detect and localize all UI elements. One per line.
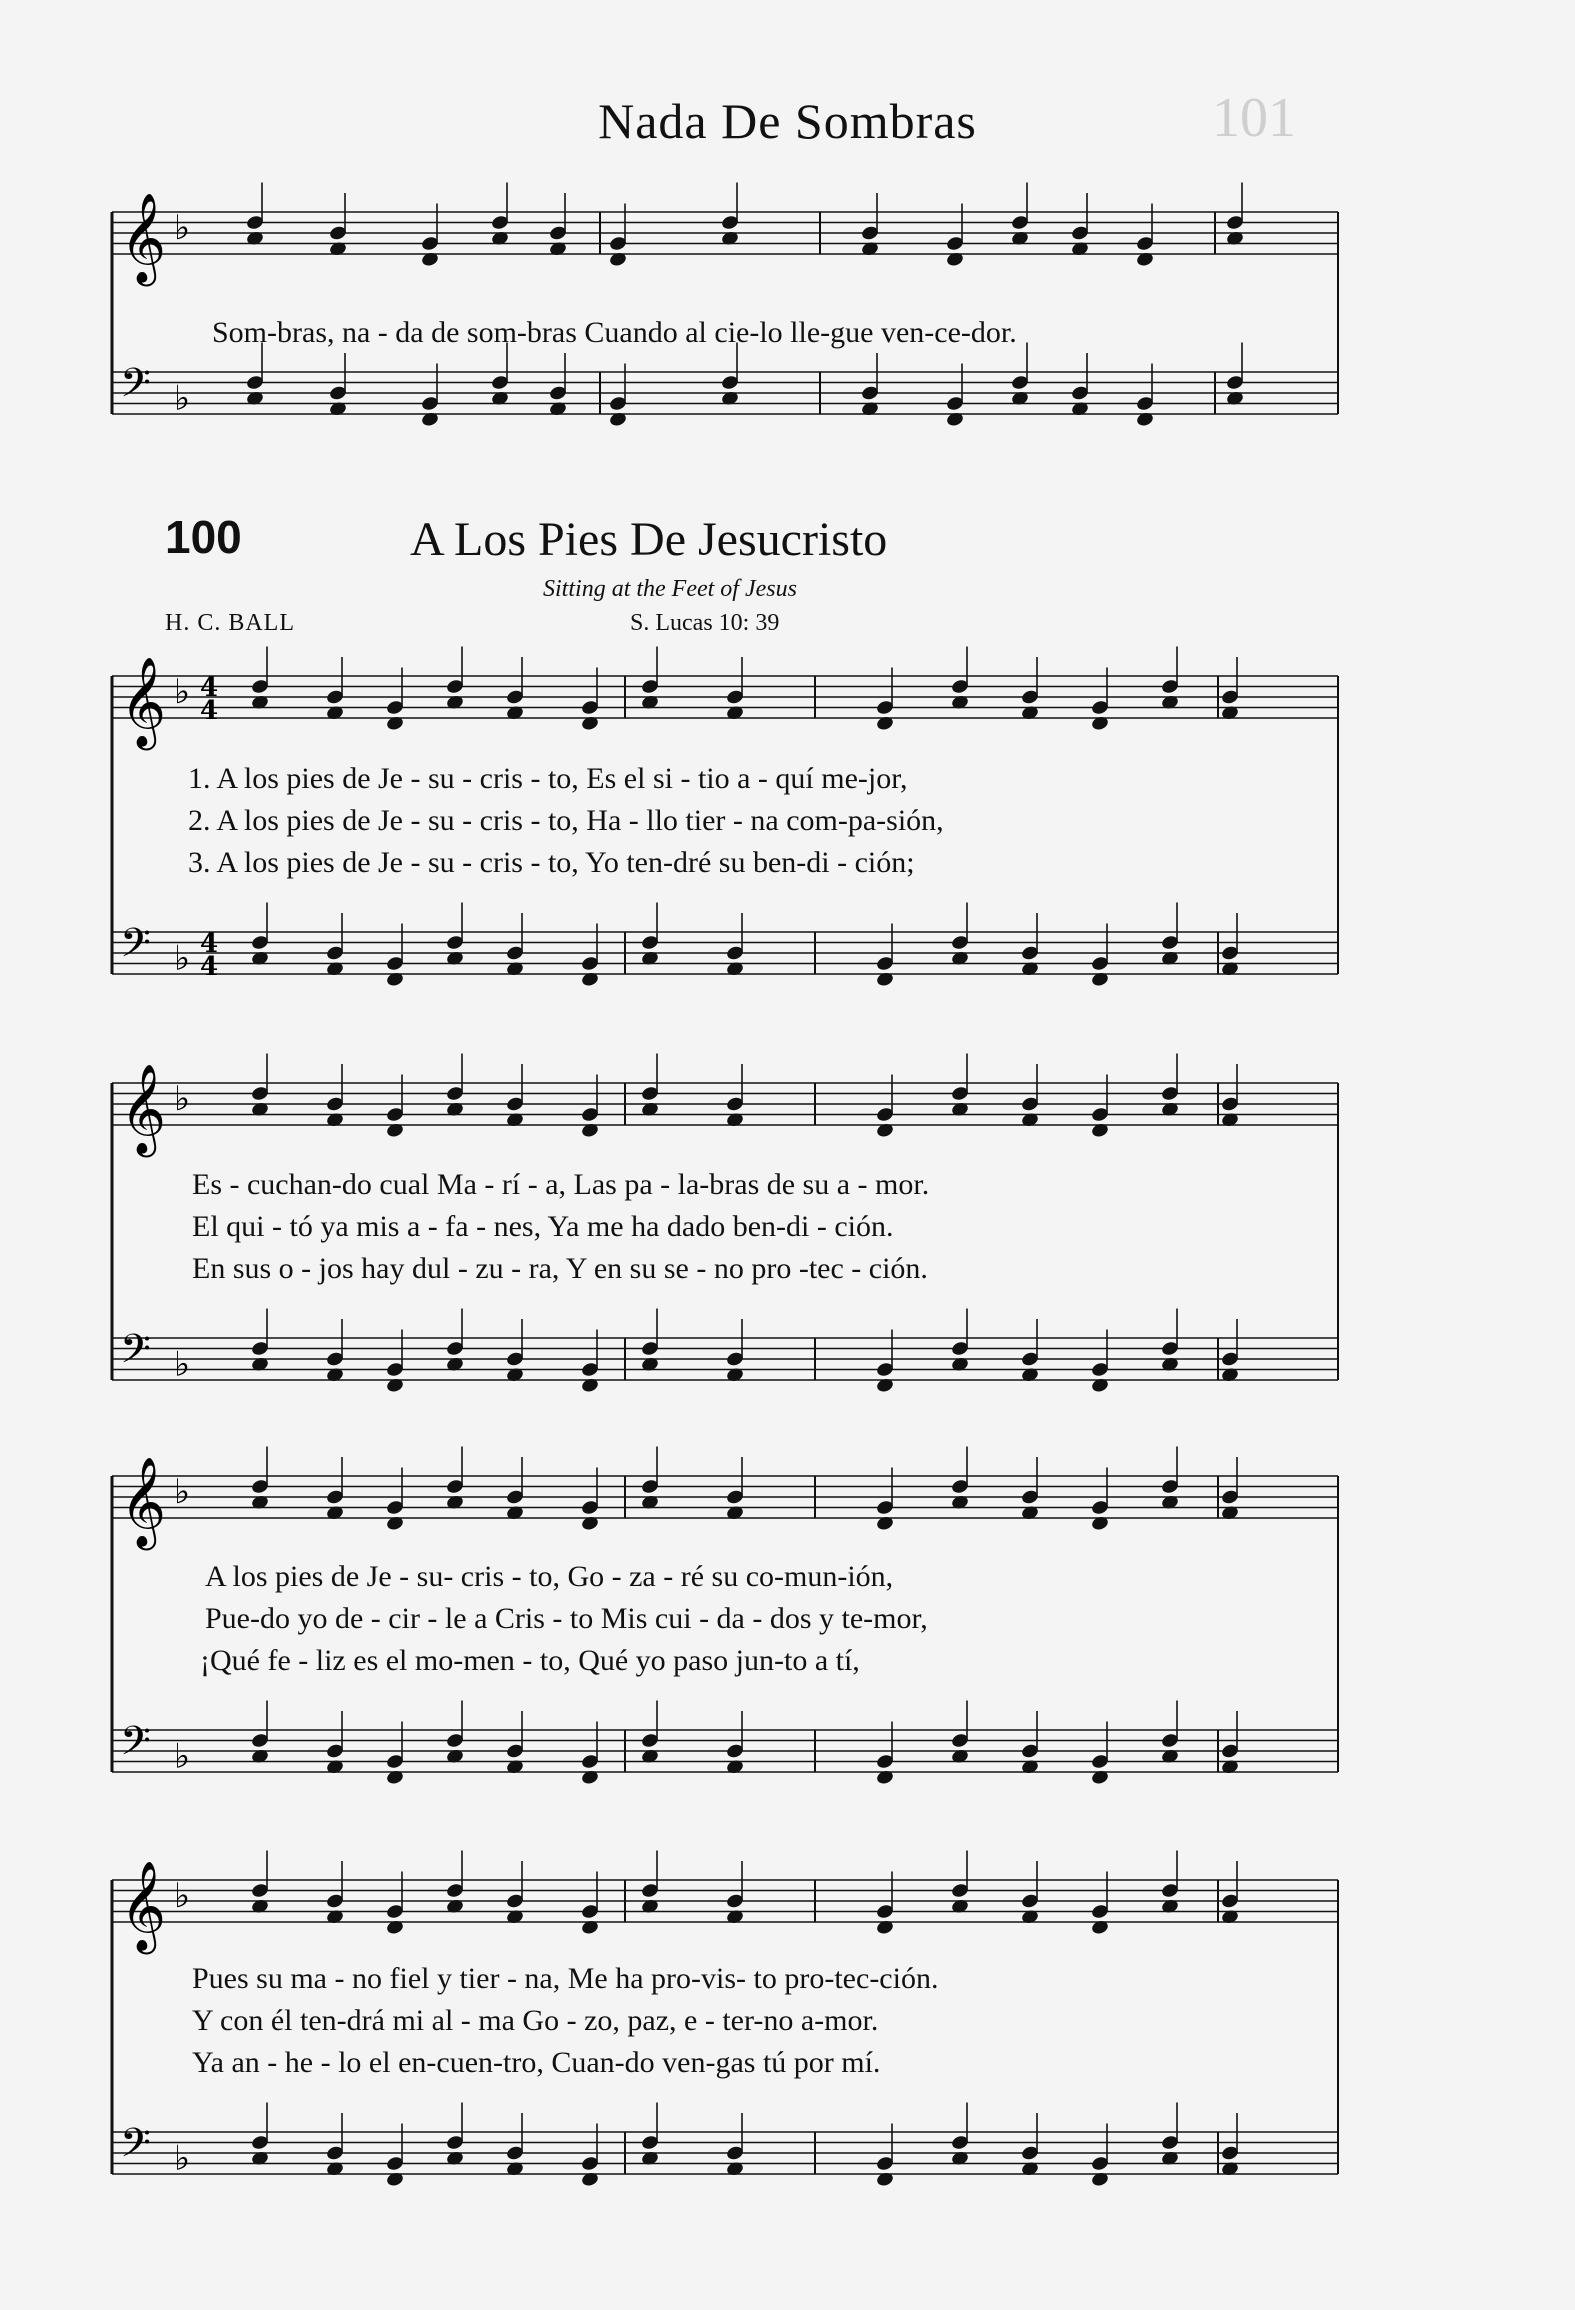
flat-key-signature: ♭ — [174, 2138, 191, 2179]
flat-key-signature: ♭ — [174, 208, 191, 248]
hymn-number: 100 — [165, 511, 242, 563]
flat-key-signature: ♭ — [174, 1876, 191, 1916]
treble-clef: 𝄞 — [120, 1457, 167, 1547]
flat-key-signature: ♭ — [174, 938, 191, 979]
hymn-subtitle: Sitting at the Feet of Jesus — [543, 576, 797, 602]
time-signature: 4 — [200, 673, 219, 703]
flat-key-signature: ♭ — [174, 1472, 191, 1512]
verse-line: Pue-do yo de - cir - le a Cris - to Mis cui - da - dos y te-mor, — [205, 1602, 928, 1635]
treble-clef: 𝄞 — [120, 1861, 167, 1951]
time-signature: 4 — [200, 929, 219, 959]
verse-line: Es - cuchan-do cual Ma - rí - a, Las pa - la-bras de su a - mor. — [192, 1168, 930, 1201]
verse-line: En sus o - jos hay dul - zu - ra, Y en su se - no pro -tec - ción. — [192, 1252, 928, 1285]
treble-clef: 𝄞 — [120, 1064, 167, 1154]
time-signature: 4 — [200, 696, 219, 726]
time-signature: 4 — [200, 952, 219, 982]
hymn-author: H. C. BALL — [165, 610, 295, 636]
treble-clef: 𝄞 — [120, 657, 167, 747]
verse-line: Y con él ten-drá mi al - ma Go - zo, paz, e - ter-no a-mor. — [192, 2004, 879, 2037]
bass-clef: 𝄢 — [120, 2120, 151, 2176]
verse-line: 2. A los pies de Je - su - cris - to, Ha - llo tier - na com-pa-sión, — [188, 804, 944, 837]
verse-line: Pues su ma - no fiel y tier - na, Me ha pro-vis- to pro-tec-ción. — [192, 1962, 939, 1995]
bass-clef: 𝄢 — [120, 360, 151, 416]
treble-clef: 𝄞 — [120, 193, 167, 283]
page-number: 101 — [1212, 87, 1296, 149]
verse-line: El qui - tó ya mis a - fa - nes, Ya me ha dado ben-di - ción. — [192, 1210, 894, 1243]
verse-line: ¡Qué fe - liz es el mo-men - to, Qué yo paso jun-to a tí, — [200, 1644, 860, 1677]
verse-line: 3. A los pies de Je - su - cris - to, Yo ten-dré su ben-di - ción; — [188, 846, 915, 879]
flat-key-signature: ♭ — [174, 378, 191, 419]
flat-key-signature: ♭ — [174, 1079, 191, 1119]
verse-line: 1. A los pies de Je - su - cris - to, Es el si - tio a - quí me-jor, — [188, 762, 908, 795]
hymn-scripture: S. Lucas 10: 39 — [630, 610, 780, 636]
verse-line: A los pies de Je - su- cris - to, Go - za - ré su co-mun-ión, — [205, 1560, 894, 1593]
flat-key-signature: ♭ — [174, 1736, 191, 1777]
hymn-title: A Los Pies De Jesucristo — [410, 513, 888, 566]
flat-key-signature: ♭ — [174, 672, 191, 712]
bass-clef: 𝄢 — [120, 1718, 151, 1774]
prev-hymn-title: Nada De Sombras — [598, 93, 977, 149]
prev-hymn-lyrics: Som-bras, na - da de som-bras Cuando al cie-lo lle-gue ven-ce-dor. — [212, 316, 1017, 349]
bass-clef: 𝄢 — [120, 920, 151, 976]
verse-line: Ya an - he - lo el en-cuen-tro, Cuan-do ven-gas tú por mí. — [192, 2046, 881, 2079]
flat-key-signature: ♭ — [174, 1344, 191, 1385]
bass-clef: 𝄢 — [120, 1326, 151, 1382]
